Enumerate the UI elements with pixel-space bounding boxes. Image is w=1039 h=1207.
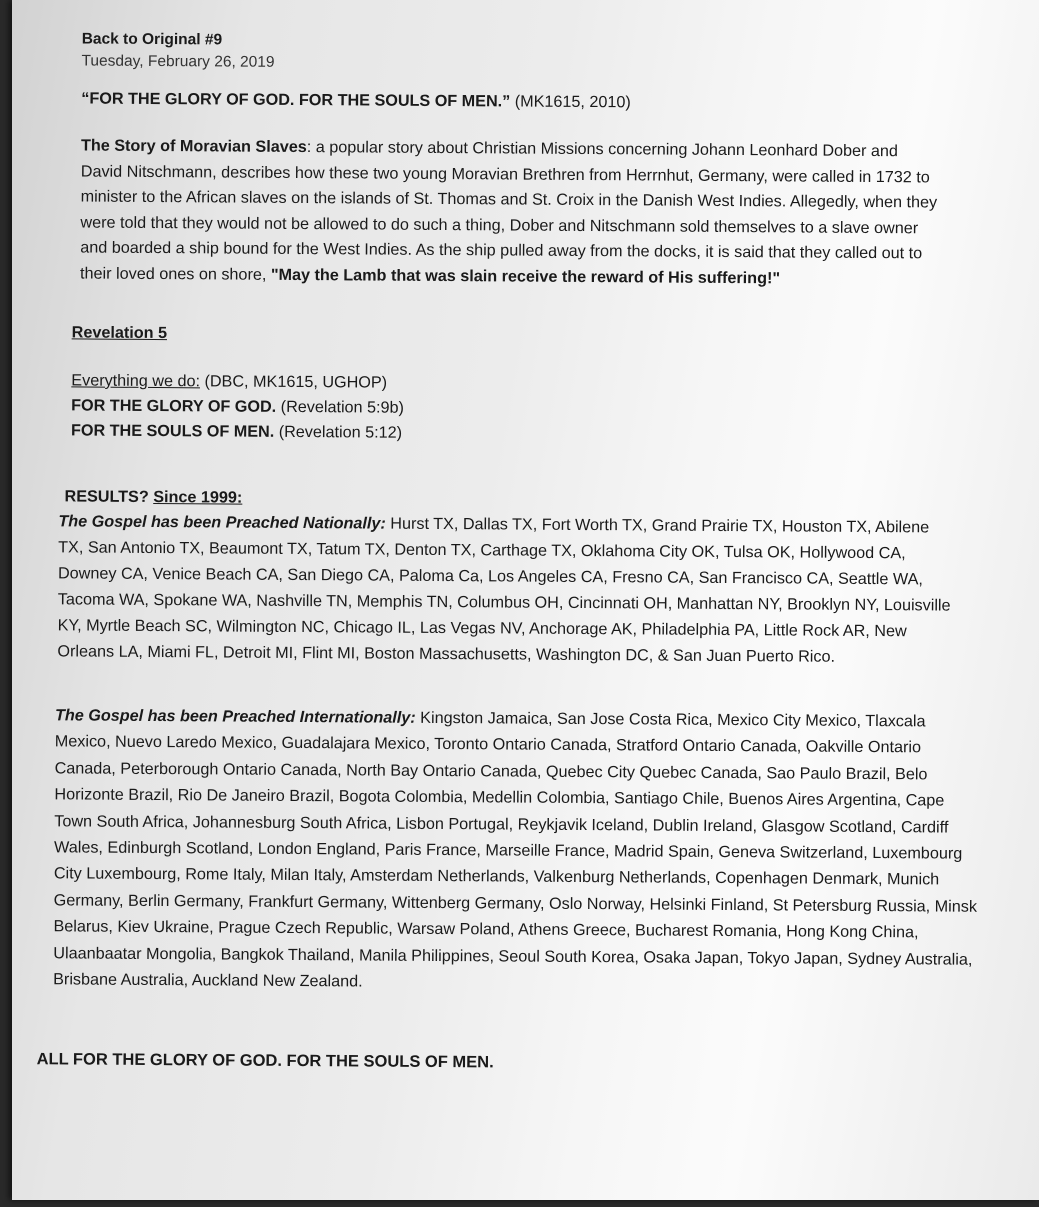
results-since: Since 1999: [153, 487, 243, 507]
everything-line [71, 368, 387, 396]
national-label: The Gospel has been Preached Nationally: [58, 512, 386, 533]
document-date: Tuesday, February 26, 2019 [81, 52, 275, 71]
souls-line [71, 418, 402, 446]
results-heading [64, 484, 242, 511]
souls-text: FOR THE SOULS OF MEN. [70, 421, 275, 441]
national-list: Hurst TX, Dallas TX, Fort Worth TX, Grand Prairie TX, Houston TX, Abilene TX, San Antonio TX, Beaumont TX, Tatum TX, Denton TX, Carthage TX, Oklahoma City OK, Tulsa OK, Hollywood CA, Downey CA, Venice Beach CA, San Diego CA, Paloma Ca, Los Angeles CA, Fresno CA, San Francisco CA, Seattle WA, Tacoma WA, Spokane WA, Nashville TN, Memphis TN, Columbus OH, Cincinnati OH, Manhattan NY, Brooklyn NY, Louisville KY, Myrtle Beach SC, Wilmington NC, Chicago IL, Las Vegas NV, Anchorage AK, Philadelphia PA, Little Rock AR, New Orleans LA, Miami FL, Detroit MI, Flint MI, Boston Massachusetts, Washington DC, & San Juan Puerto Rico. [57, 514, 951, 666]
story-body: : a popular story about Christian Missions concerning Johann Leonhard Dober and David Nitschmann, describes how these two young Moravian Brethren from Herrnhut, Germany, were called in 1732 to minister to the African slaves on the islands of St. Thomas and St. Croix in the Danish West Indies. Allegedly, when they were told that they would not be allowed to do such a thing, Dober and Nitschmann sold themselves to a slave owner and boarded a ship bound for the West Indies. As the ship pulled away from the docks, it is said that they called out to their loved ones on shore, [80, 138, 938, 284]
document-title: Back to Original #9 [81, 30, 223, 49]
souls-reference: (Revelation 5:12) [274, 422, 403, 442]
glory-line [71, 393, 404, 421]
document-content [4, 0, 1039, 1207]
everything-label: Everything we do: [71, 371, 201, 391]
theme-line [81, 86, 631, 115]
paper-sheet [12, 0, 1039, 1200]
revelation-heading: Revelation 5 [71, 323, 168, 343]
international-list: Kingston Jamaica, San Jose Costa Rica, Mexico City Mexico, Tlaxcala Mexico, Nuevo Laredo Mexico, Guadalajara Mexico, Toronto Ontario Canada, Stratford Ontario Canada, Oakville Ontario Canada, Peterborough Ontario Canada, North Bay Ontario Canada, Quebec City Quebec Canada, Sao Paulo Brazil, Belo Horizonte Brazil, Rio De Janeiro Brazil, Bogota Colombia, Medellin Colombia, Santiago Chile, Buenos Aires Argentina, Cape Town South Africa, Johannesburg South Africa, Lisbon Portugal, Reykjavik Iceland, Dublin Ireland, Glasgow Scotland, Cardiff Wales, Edinburgh Scotland, London England, Paris France, Marseille France, Madrid Spain, Geneva Switzerland, Luxembourg City Luxembourg, Rome Italy, Milan Italy, Amsterdam Netherlands, Valkenburg Netherlands, Copenhagen Denmark, Munich Germany, Berlin Germany, Frankfurt Germany, Wittenberg Germany, Oslo Norway, Helsinki Finland, St Petersburg Russia, Minsk Belarus, Kiev Ukraine, Prague Czech Republic, Warsaw Poland, Athens Greece, Bucharest Romania, Hong Kong China, Ulaanbaatar Mongolia, Bangkok Thailand, Manila Philippines, Seoul South Korea, Osaka Japan, Tokyo Japan, Sydney Australia, Brisbane Australia, Auckland New Zealand. [53, 708, 978, 991]
everything-refs: (DBC, MK1615, UGHOP) [199, 372, 388, 392]
theme-reference: (MK1615, 2010) [510, 92, 631, 112]
theme-text: “FOR THE GLORY OF GOD. FOR THE SOULS OF MEN.” [81, 89, 511, 111]
story-heading: The Story of Moravian Slaves [80, 136, 307, 157]
story-paragraph [80, 133, 941, 292]
international-paragraph [53, 702, 980, 999]
glory-reference: (Revelation 5:9b) [276, 397, 405, 417]
story-quote: "May the Lamb that was slain receive the reward of His suffering!" [270, 265, 781, 287]
closing-line: ALL FOR THE GLORY OF GOD. FOR THE SOULS OF MEN. [36, 1050, 494, 1072]
glory-text: FOR THE GLORY OF GOD. [71, 396, 277, 416]
results-label: RESULTS? [64, 487, 154, 506]
national-paragraph [57, 508, 958, 670]
international-label: The Gospel has been Preached Internationally: [54, 706, 416, 727]
